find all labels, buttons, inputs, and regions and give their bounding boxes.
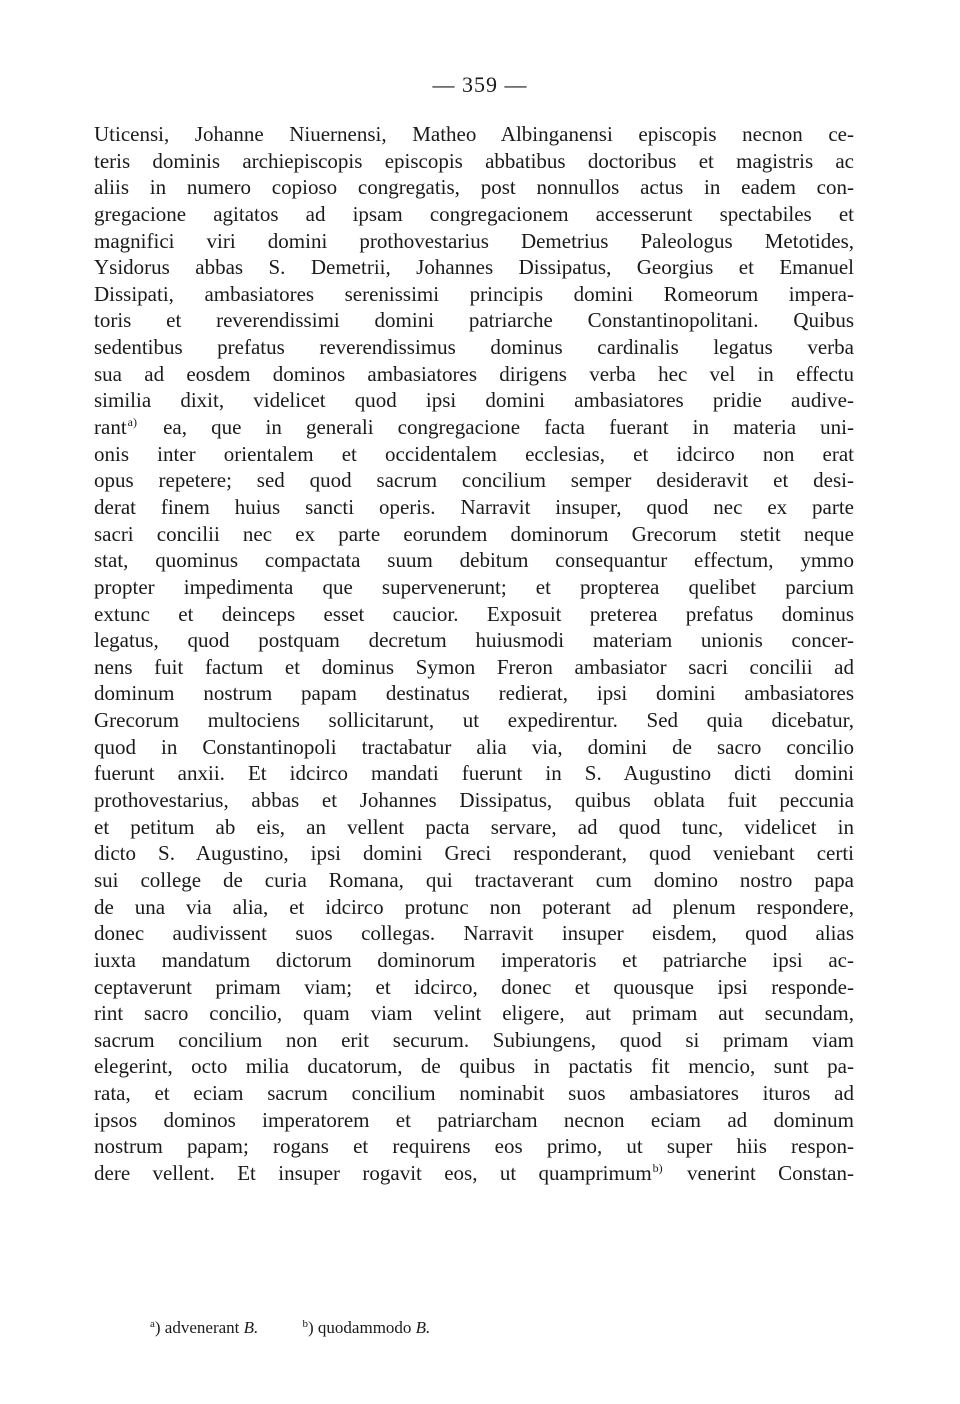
footnote-a-siglum: B.: [243, 1318, 259, 1337]
text-line: sedentibus prefatus reverendissimus dominus cardinalis legatus verba: [94, 335, 854, 360]
text-line: similia dixit, videlicet quod ipsi domini ambasiatores pridie audive-: [94, 388, 854, 413]
page-number: — 359 —: [432, 72, 528, 97]
text-line: Grecorum multociens sollicitarunt, ut expedirentur. Sed quia dicebatur,: [94, 708, 854, 733]
text-line: Ysidorus abbas S. Demetrii, Johannes Dissipatus, Georgius et Emanuel: [94, 255, 854, 280]
text-line: elegerint, octo milia ducatorum, de quibus in pactatis fit mencio, sunt pa-: [94, 1054, 854, 1079]
text-line-with-footnote-b: [94, 1160, 854, 1187]
footnote-mark-b: b): [652, 1160, 663, 1175]
text-line: nens fuit factum et dominus Symon Freron ambasiator sacri concilii ad: [94, 654, 854, 679]
footnote-b-siglum: B.: [415, 1318, 431, 1337]
text-line: opus repetere; sed quod sacrum concilium semper desideravit et desi-: [94, 468, 854, 493]
text-line: sui college de curia Romana, qui tractaverant cum domino nostro papa: [94, 867, 854, 892]
text-line: onis inter orientalem et occidentalem ecclesias, et idcirco non erat: [94, 441, 854, 466]
text-line: sua ad eosdem dominos ambasiatores dirigens verba hec vel in effectu: [94, 361, 854, 386]
text-line: legatus, quod postquam decretum huiusmodi materiam unionis concer-: [94, 628, 854, 653]
footnote-b: [303, 1318, 431, 1338]
text-line: fuerunt anxii. Et idcirco mandati fuerunt in S. Augustino dicti domini: [94, 761, 854, 786]
text-line: stat, quominus compactata suum debitum consequantur effectum, ymmo: [94, 548, 854, 573]
text-line: quod in Constantinopoli tractabatur alia via, domini de sacro concilio: [94, 734, 854, 759]
footnote-a-mark: a: [150, 1318, 155, 1330]
text-line: extunc et deinceps esset caucior. Exposuit preterea prefatus dominus: [94, 601, 854, 626]
line-rest: ea, que in generali congregacione facta fuerant in materia uni-: [163, 415, 854, 440]
footnote-a: [150, 1318, 258, 1338]
text-line: rint sacro concilio, quam viam velint eligere, aut primam aut secundam,: [94, 1001, 854, 1026]
text-line-with-footnote-a: [94, 414, 854, 441]
text-line: nostrum papam; rogans et requirens eos primo, ut super hiis respon-: [94, 1134, 854, 1159]
text-line: dominum nostrum papam destinatus redierat, ipsi domini ambasiatores: [94, 681, 854, 706]
text-line: et petitum ab eis, an vellent pacta servare, ad quod tunc, videlicet in: [94, 814, 854, 839]
text-line: donec audivissent suos collegas. Narravit insuper eisdem, quod alias: [94, 921, 854, 946]
main-text: [94, 121, 854, 1187]
text-line: rata, et eciam sacrum concilium nominabit suos ambasiatores ituros ad: [94, 1081, 854, 1106]
text-line: iuxta mandatum dictorum dominorum imperatoris et patriarche ipsi ac-: [94, 947, 854, 972]
line-prefix: rant: [94, 415, 127, 440]
text-line: propter impedimenta que supervenerunt; et propterea quelibet parcium: [94, 574, 854, 599]
line-end: venerint Constan-: [687, 1160, 854, 1185]
footnote-mark-a: a): [127, 415, 137, 430]
text-line: sacrum concilium non erit securum. Subiungens, quod si primam viam: [94, 1027, 854, 1052]
text-line: derat finem huius sancti operis. Narravit insuper, quod nec ex parte: [94, 494, 854, 519]
text-line: Dissipati, ambasiatores serenissimi principis domini Romeorum impera-: [94, 281, 854, 306]
text-line: prothovestarius, abbas et Johannes Dissipatus, quibus oblata fuit peccunia: [94, 788, 854, 813]
text-line: teris dominis archiepiscopis episcopis abbatibus doctoribus et magistris ac: [94, 148, 854, 173]
text-line: toris et reverendissimi domini patriarche Constantinopolitani. Quibus: [94, 308, 854, 333]
text-line: ceptaverunt primam viam; et idcirco, donec et quousque ipsi responde-: [94, 974, 854, 999]
text-line: sacri concilii nec ex parte eorundem dominorum Grecorum stetit neque: [94, 521, 854, 546]
text-line: aliis in numero copioso congregatis, post nonnullos actus in eadem con-: [94, 175, 854, 200]
text-line: ipsos dominos imperatorem et patriarcham necnon eciam ad dominum: [94, 1107, 854, 1132]
footnote-a-text: ) advenerant: [154, 1318, 240, 1337]
footnote-b-mark: b: [302, 1318, 309, 1330]
text-line: magnifici viri domini prothovestarius Demetrius Paleologus Metotides,: [94, 228, 854, 253]
text-line: gregacione agitatos ad ipsam congregacionem accesserunt spectabiles et: [94, 201, 854, 226]
line-start: dere vellent. Et insuper rogavit eos, ut quamprimum: [94, 1160, 652, 1185]
text-line: Uticensi, Johanne Niuernensi, Matheo Albinganensi episcopis necnon ce-: [94, 122, 854, 146]
text-line: de una via alia, et idcirco protunc non poterant ad plenum respondere,: [94, 894, 854, 919]
footnote-b-text: ) quodammodo: [308, 1318, 412, 1337]
text-line: dicto S. Augustino, ipsi domini Greci responderant, quod veniebant certi: [94, 841, 854, 866]
footnotes: [150, 1318, 850, 1338]
